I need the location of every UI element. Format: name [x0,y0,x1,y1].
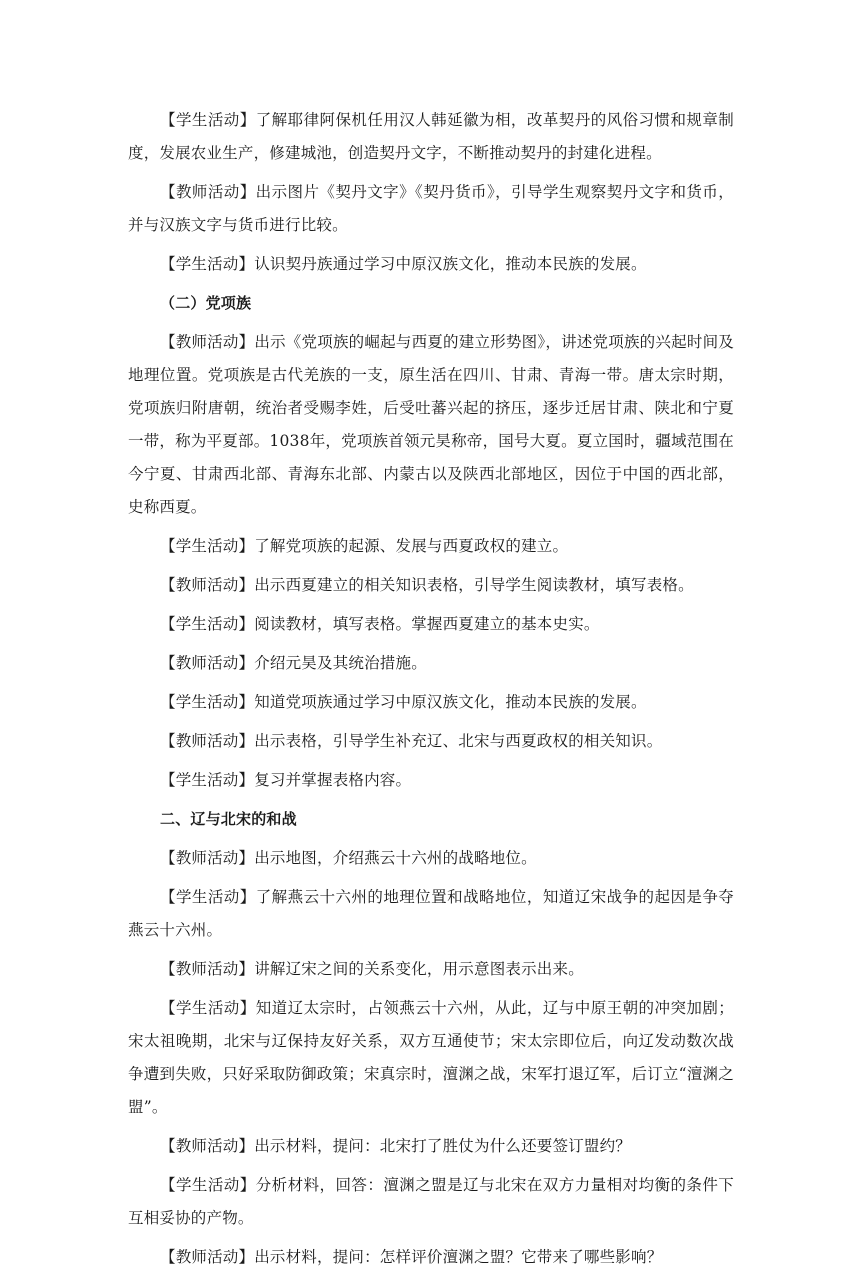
paragraph-text: 介绍元昊及其统治措施。 [254,654,427,672]
paragraph-text: 出示表格，引导学生补充辽、北宋与西夏政权的相关知识。 [254,732,663,750]
activity-tag: 【教师活动】 [160,183,256,201]
paragraph-text: 复习并掌握表格内容。 [254,771,412,789]
paragraph-text: 知道辽太宗时，占领燕云十六州，从此，辽与中原王朝的冲突加剧；宋太祖晚期，北宋与辽保持友好关系，双方互通使节；宋太宗即位后，向辽发动数次战争遭到失败，只好采取防御政策；宋真宗时，澶渊之战，宋军打退辽军，后订立“澶渊之盟”。 [128,999,734,1116]
activity-tag: 【教师活动】 [160,732,255,750]
paragraph [128,1169,734,1235]
activity-tag: 【学生活动】 [160,999,256,1017]
paragraph-text: 出示材料，提问：北宋打了胜仗为什么还要签订盟约？ [254,1137,632,1155]
paragraph [128,992,734,1124]
paragraph [128,569,734,602]
paragraph-text: 分析材料，回答：澶渊之盟是辽与北宋在双方力量相对均衡的条件下互相妥协的产物。 [128,1176,734,1227]
activity-tag: 【教师活动】 [160,576,255,594]
paragraph [128,248,734,281]
activity-tag: 【学生活动】 [160,111,256,129]
paragraph [128,104,734,170]
activity-tag: 【学生活动】 [160,1176,256,1194]
activity-tag: 【教师活动】 [160,1248,255,1266]
paragraph-text: 出示材料，提问：怎样评价澶渊之盟？它带来了哪些影响？ [254,1248,663,1266]
paragraph-text: 出示《党项族的崛起与西夏的建立形势图》，讲述党项族的兴起时间及地理位置。党项族是古代羌族的一支，原生活在四川、甘肃、青海一带。唐太宗时期，党项族归附唐朝，统治者受赐李姓，后受吐蕃兴起的挤压，逐步迁居甘肃、陕北和宁夏一带，称为平夏部。1038年，党项族首领元昊称帝，国号大夏。夏立国时，疆域范围在今宁夏、甘肃西北部、青海东北部、内蒙古以及陕西北部地区，因位于中国的西北部，史称西夏。 [128,333,734,516]
activity-tag: 【教师活动】 [160,333,255,351]
activity-tag: 【教师活动】 [160,849,255,867]
paragraph-text: 了解燕云十六州的地理位置和战略地位，知道辽宋战争的起因是争夺燕云十六州。 [128,888,734,939]
paragraph [128,1241,734,1274]
activity-tag: 【教师活动】 [160,654,255,672]
paragraph-text: （二）党项族 [160,294,252,312]
paragraph [128,647,734,680]
activity-tag: 【教师活动】 [160,960,255,978]
activity-tag: 【学生活动】 [160,693,255,711]
activity-tag: 【教师活动】 [160,1137,255,1155]
paragraph [128,881,734,947]
paragraph [128,764,734,797]
document-body [128,104,734,1280]
paragraph [128,530,734,563]
paragraph-text: 出示图片《契丹文字》《契丹货币》，引导学生观察契丹文字和货币，并与汉族文字与货币进行比较。 [128,183,735,234]
activity-tag: 【学生活动】 [160,771,255,789]
section-heading [128,287,734,320]
paragraph-text: 出示西夏建立的相关知识表格，引导学生阅读教材，填写表格。 [254,576,694,594]
paragraph-text: 二、辽与北宋的和战 [160,810,297,828]
paragraph [128,686,734,719]
activity-tag: 【学生活动】 [160,615,255,633]
activity-tag: 【学生活动】 [160,888,256,906]
paragraph [128,953,734,986]
paragraph [128,326,734,524]
activity-tag: 【学生活动】 [160,255,255,273]
paragraph [128,842,734,875]
paragraph-text: 了解耶律阿保机任用汉人韩延徽为相，改革契丹的风俗习惯和规章制度，发展农业生产，修建城池，创造契丹文字，不断推动契丹的封建化进程。 [128,111,734,162]
paragraph-text: 知道党项族通过学习中原汉族文化，推动本民族的发展。 [254,693,647,711]
paragraph-text: 认识契丹族通过学习中原汉族文化，推动本民族的发展。 [254,255,647,273]
paragraph [128,608,734,641]
paragraph-text: 出示地图，介绍燕云十六州的战略地位。 [254,849,537,867]
activity-tag: 【学生活动】 [160,537,255,555]
paragraph [128,725,734,758]
section-heading [128,803,734,836]
paragraph-text: 阅读教材，填写表格。掌握西夏建立的基本史实。 [254,615,600,633]
paragraph-text: 讲解辽宋之间的关系变化，用示意图表示出来。 [254,960,584,978]
paragraph [128,1130,734,1163]
paragraph [128,176,734,242]
paragraph-text: 了解党项族的起源、发展与西夏政权的建立。 [254,537,569,555]
